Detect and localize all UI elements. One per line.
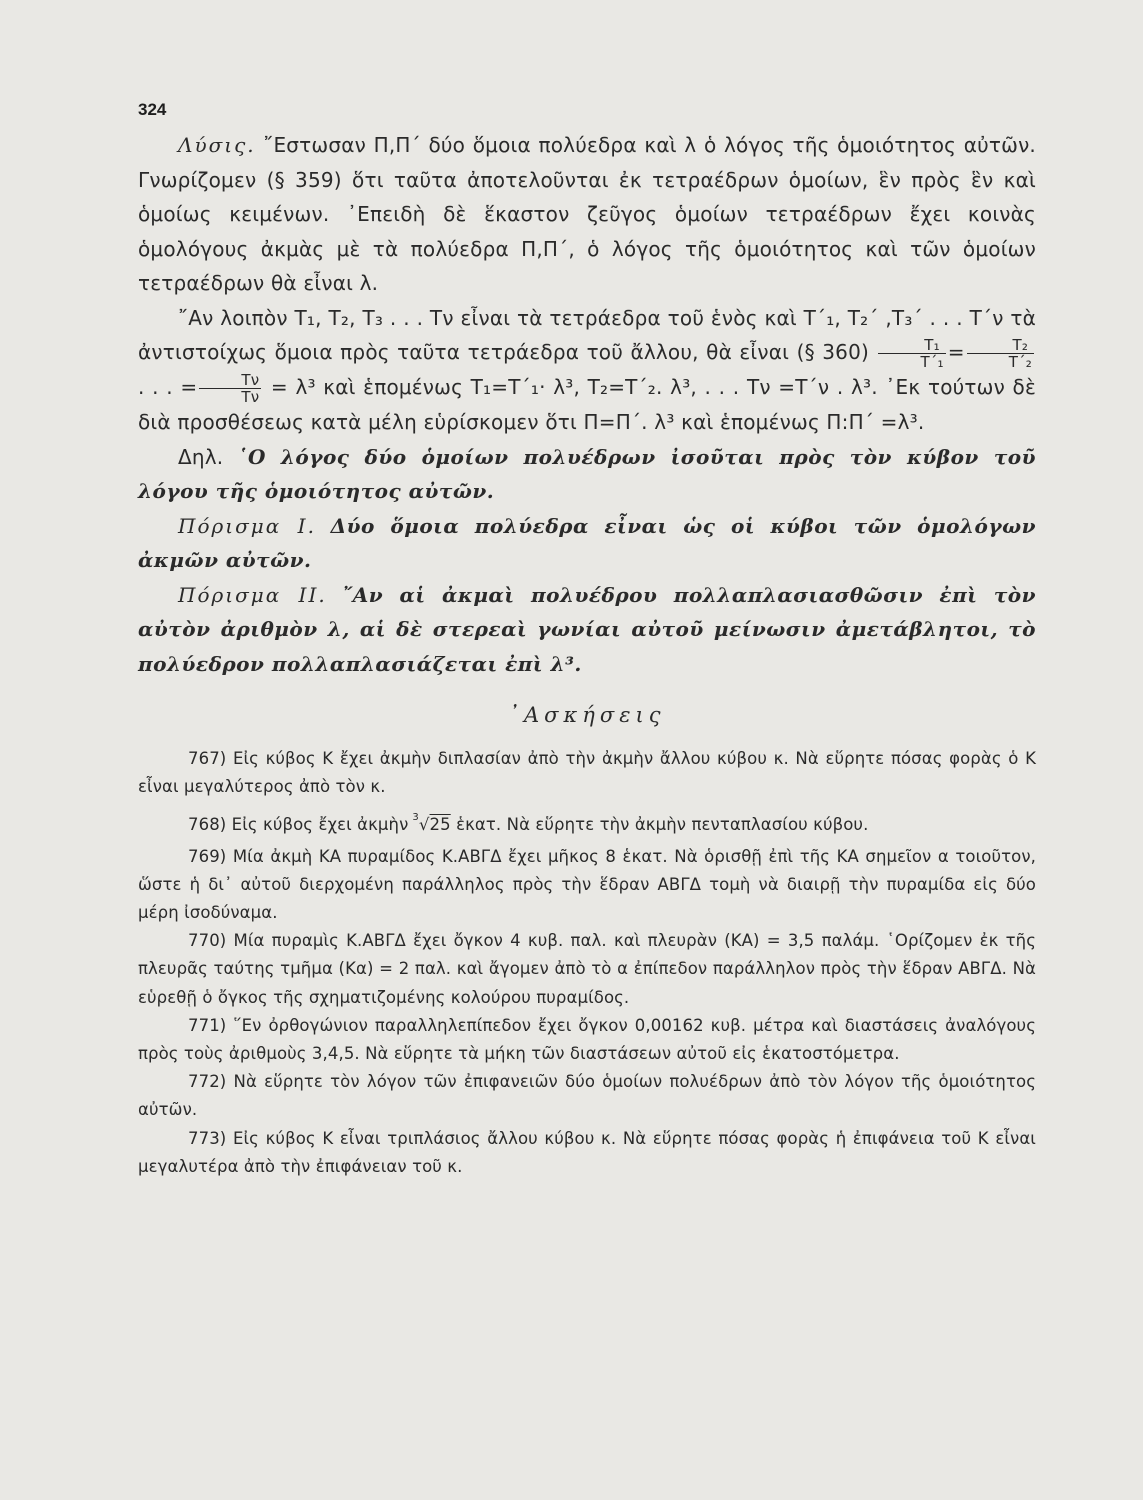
- exercise-768: 768) Εἰς κύβος ἔχει ἀκμὴν $^3$√25 ἑκατ. Νὰ εὕρητε τὴν ἀκμὴν πενταπλασίου κύβου.: [188, 812, 869, 835]
- exercise-770: 770) Μία πυραμὶς Κ.ΑΒΓΔ ἔχει ὄγκον 4 κυβ. παλ. καὶ πλευρὰν (ΚΑ) = 3,5 παλάμ. ῾Ορίζομεν ἐκ τῆς πλευρᾶς ταύτης τμῆμα (Κα) = 2 παλ. καὶ ἄγομεν ἀπὸ τὸ α ἐπίπεδον παράλληλον πρὸς τὴν ἕδραν ΑΒΓΔ. Νὰ εὑρεθῇ ὁ ὄγκος τῆς σχηματιζομένης κολούρου πυραμίδος.: [138, 931, 1036, 1007]
- exercise-767: 767) Εἰς κύβος Κ ἔχει ἀκμὴν διπλασίαν ἀπὸ τὴν ἀκμὴν ἄλλου κύβου κ. Νὰ εὕρητε πόσας φορὰς ὁ Κ εἶναι μεγαλύτερος ἀπὸ τὸν κ.: [138, 749, 1036, 797]
- page-content: [138, 128, 1036, 1181]
- page-number: 324: [138, 100, 167, 119]
- exercise-769: 769) Μία ἀκμὴ ΚΑ πυραμίδος Κ.ΑΒΓΔ ἔχει μῆκος 8 ἑκατ. Νὰ ὁρισθῇ ἐπὶ τῆς ΚΑ σημεῖον α τοιοῦτον, ὥστε ἡ δι᾿ αὐτοῦ διερχομένη παράλληλος πρὸς τὴν ἕδραν ΑΒΓΔ τομὴ νὰ διαιρῇ τὴν πυραμίδα εἰς δύο μέρη ἰσοδύναμα.: [138, 846, 1036, 923]
- solution-label: Λύσις.: [178, 133, 256, 157]
- corollary-2: [138, 578, 1036, 682]
- fraction-tn: $\frac{T\nu}{T\nu}$: [199, 372, 261, 405]
- solution-paragraph: [138, 128, 1036, 301]
- fraction-t2: $\frac{\text{Τ₂}}{\text{Τ΄₂}}$: [967, 337, 1034, 370]
- conclusion-label: Δηλ.: [178, 444, 224, 469]
- exercises-heading: ᾿Ασκήσεις: [508, 703, 666, 727]
- root-index: 3: [412, 812, 419, 824]
- solution-section: [138, 128, 1036, 681]
- conclusion-paragraph: [138, 440, 1036, 509]
- conclusion-text: ῾Ο λόγος δύο ὁμοίων πολυέδρων ἰσοῦται πρὸς τὸν κύβον τοῦ λόγου τῆς ὁμοιότητος αὐτῶν.: [138, 444, 1036, 503]
- proof-paragraph: ῎Αν λοιπὸν Τ₁, Τ₂, Τ₃ . . . Τν εἶναι τὰ τετράεδρα τοῦ ἑνὸς καὶ Τ΄₁, Τ₂΄ ,Τ₃΄ . . . Τ΄ν τὰ ἀντιστοίχως ὅμοια πρὸς ταῦτα τετράεδρα τοῦ ἄλλου, θὰ εἶναι (§ 360) $\frac{\text{Τ₁}}{\text{Τ΄₁}}$ = $\frac{\text{Τ₂}}{\text{Τ΄₂}}$ . . . = $\frac{T\nu}{T\nu}$ = λ³ καὶ ἑπομένως Τ₁=Τ΄₁· λ³, Τ₂=Τ΄₂. λ³, . . . Τν =Τ΄ν . λ³. ᾿Εκ τούτων δὲ διὰ προσθέσεως κατὰ μέλη εὑρίσκομεν ὅτι Π=Π΄. λ³ καὶ ἑπομένως Π:Π΄ =λ³.: [138, 305, 1036, 434]
- corollary-1-text: Δύο ὅμοια πολύεδρα εἶναι ὡς οἱ κύβοι τῶν ὁμολόγων ἀκμῶν αὐτῶν.: [138, 513, 1036, 572]
- proof-text-a: ῎Αν λοιπὸν Τ₁, Τ₂, Τ₃ . . . Τν εἶναι τὰ τετράεδρα τοῦ ἑνὸς καὶ Τ΄₁, Τ₂΄ ,Τ₃΄ . . . Τ΄ν τὰ ἀντιστοίχως ὅμοια πρὸς ταῦτα τετράεδρα τοῦ ἄλλου, θὰ εἶναι (§ 360): [138, 305, 1036, 364]
- exercise-772: 772) Νὰ εὕρητε τὸν λόγον τῶν ἐπιφανειῶν δύο ὁμοίων πολυέδρων ἀπὸ τὸν λόγον τῆς ὁμοιότητος αὐτῶν.: [138, 1072, 1036, 1120]
- corollary-2-text: ῎Αν αἱ ἀκμαὶ πολυέδρου πολλαπλασιασθῶσιν ἐπὶ τὸν αὐτὸν ἀριθμὸν λ, αἱ δὲ στερεαὶ γωνίαι αὐτοῦ μείνωσιν ἀμετάβλητοι, τὸ πολύεδρον πολλαπλασιάζεται ἐπὶ λ³.: [138, 582, 1036, 676]
- exercises-list: [138, 745, 1036, 1181]
- root-value: 25: [429, 815, 451, 835]
- corollary-1-label: Πόρισμα Ι.: [178, 513, 316, 538]
- exercise-773: 773) Εἰς κύβος Κ εἶναι τριπλάσιος ἄλλου κύβου κ. Νὰ εὕρητε πόσας φορὰς ἡ ἐπιφάνεια τοῦ Κ εἶναι μεγαλυτέρα ἀπὸ τὴν ἐπιφάνειαν τοῦ κ.: [138, 1128, 1036, 1176]
- corollary-2-label: Πόρισμα ΙΙ.: [178, 582, 327, 607]
- proof-text-b: = λ³ καὶ ἑπομένως Τ₁=Τ΄₁· λ³, Τ₂=Τ΄₂. λ³, . . . Τν =Τ΄ν . λ³. ᾿Εκ τούτων δὲ διὰ προσθέσεως κατὰ μέλη εὑρίσκομεν ὅτι Π=Π΄. λ³ καὶ ἑπομένως Π:Π΄ =λ³.: [138, 375, 1036, 434]
- solution-text: ῎Εστωσαν Π,Π΄ δύο ὅμοια πολύεδρα καὶ λ ὁ λόγος τῆς ὁμοιότητος αὐτῶν. Γνωρίζομεν (§ 359) ὅτι ταῦτα ἀποτελοῦνται ἐκ τετραέδρων ὁμοίων, ἓν πρὸς ἓν καὶ ὁμοίως κειμένων. ᾿Επειδὴ δὲ ἕκαστον ζεῦγος ὁμοίων τετραέδρων ἔχει κοινὰς ὁμολόγους ἀκμὰς μὲ τὰ πολύεδρα Π,Π΄, ὁ λόγος τῆς ὁμοιότητος καὶ τῶν ὁμοίων τετραέδρων θὰ εἶναι λ.: [138, 133, 1036, 295]
- corollary-1: [138, 509, 1036, 578]
- exercise-771: 771) ῞Εν ὀρθογώνιον παραλληλεπίπεδον ἔχει ὄγκον 0,00162 κυβ. μέτρα καὶ διαστάσεις ἀναλόγους πρὸς τοὺς ἀριθμοὺς 3,4,5. Νὰ εὕρητε τὰ μήκη τῶν διαστάσεων αὐτοῦ εἰς ἑκατοστόμετρα.: [138, 1015, 1036, 1064]
- fraction-t1: $\frac{\text{Τ₁}}{\text{Τ΄₁}}$: [878, 337, 945, 370]
